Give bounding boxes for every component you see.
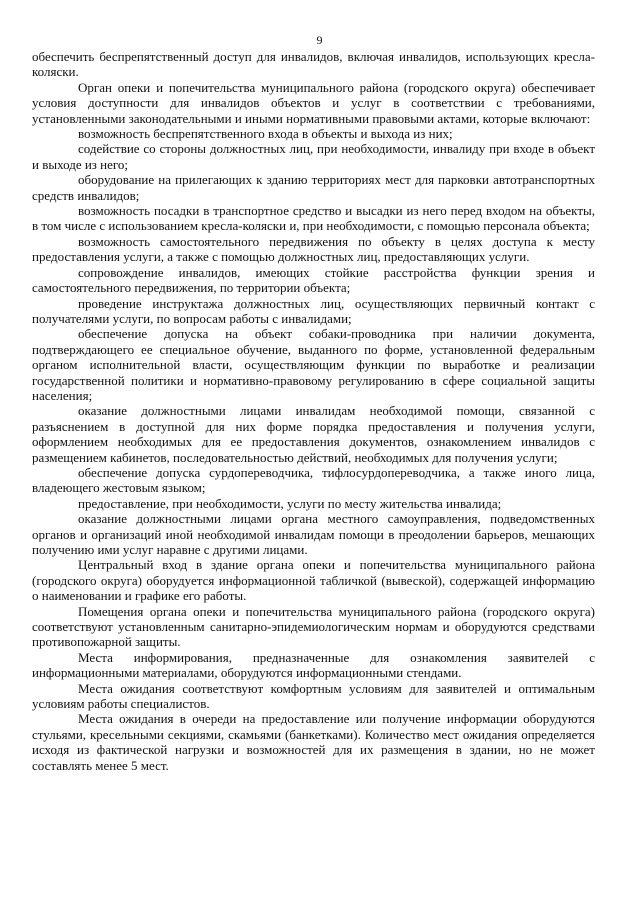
paragraph: Места информирования, предназначенные для ознакомления заявителей с информационными материалами, оборудуются информационными стендами. — [32, 649, 595, 681]
list-item: обеспечение допуска на объект собаки-проводника при наличии документа, подтверждающего ее специальное обучение, выданного по форме, установленной федеральным органом исполнительной власти, осуществляющим функции по выработке и реализации государственной политики и нормативно-правовому регулированию в сфере социальной защиты населения; — [32, 326, 595, 403]
body-text — [32, 49, 595, 773]
list-item: содействие со стороны должностных лиц, при необходимости, инвалиду при входе в объект и выходе из него; — [32, 141, 595, 172]
list-item: возможность посадки в транспортное средство и высадки из него перед входом на объекты, в том числе с использованием кресла-коляски и, при необходимости, с помощью персонала объекта; — [32, 203, 595, 234]
paragraph: Центральный вход в здание органа опеки и попечительства муниципального района (городского округа) оборудуется информационной табличкой (вывеской), содержащей информацию о наименовании и графике его работы. — [32, 557, 595, 604]
list-item: обеспечение допуска сурдопереводчика, тифлосурдопереводчика, а также иного лица, владеющего жестовым языком; — [32, 464, 595, 496]
page-number: 9 — [316, 33, 323, 47]
paragraph: Орган опеки и попечительства муниципального района (городского округа) обеспечивает условия доступности для инвалидов объектов и услуг в соответствии с требованиями, установленными законодательными и иными нормативными правовыми актами, которые включают: — [32, 79, 595, 126]
paragraph: Места ожидания в очереди на предоставление или получение информации оборудуются стульями, кресельными секциями, скамьями (банкетками). Количество мест ожидания определяется исходя из фактической нагрузки и возможностей для их размещения в здании, но не может составлять менее 5 мест. — [32, 711, 595, 773]
list-item: оказание должностными лицами органа местного самоуправления, подведомственных органов и организаций иной необходимой инвалидам помощи в преодолении барьеров, мешающих получению ими услуг наравне с другими лицами. — [32, 511, 595, 557]
list-item: оборудование на прилегающих к зданию территориях мест для парковки автотранспортных средств инвалидов; — [32, 172, 595, 203]
paragraph: Помещения органа опеки и попечительства муниципального района (городского округа) соответствуют установленным санитарно-эпидемиологическим нормам и оборудуются средствами противопожарной защиты. — [32, 603, 595, 650]
list-item: возможность самостоятельного передвижения по объекту в целях доступа к месту предоставления услуги, а также с помощью должностных лиц, предоставляющих услуги. — [32, 233, 595, 265]
list-item: предоставление, при необходимости, услуги по месту жительства инвалида; — [78, 495, 502, 511]
paragraph: Места ожидания соответствуют комфортным условиям для заявителей и оптимальным условиям работы специалистов. — [32, 680, 595, 712]
paragraph: обеспечить беспрепятственный доступ для инвалидов, включая инвалидов, использующих кресла-коляски. — [32, 49, 595, 80]
list-item: возможность беспрепятственного входа в объекты и выхода из них; — [78, 126, 453, 142]
list-item: сопровождение инвалидов, имеющих стойкие расстройства функции зрения и самостоятельного передвижения, по территории объекта; — [32, 264, 595, 296]
list-item: оказание должностными лицами инвалидам необходимой помощи, связанной с разъяснением в доступной для них форме порядка предоставления и получения услуги, оформлением необходимых для ее предоставления документов, ознакомлением инвалидов с размещением кабинетов, последовательностью действий, необходимых для получения услуги; — [32, 403, 595, 465]
list-item: проведение инструктажа должностных лиц, осуществляющих первичный контакт с получателями услуги, по вопросам работы с инвалидами; — [32, 295, 595, 326]
